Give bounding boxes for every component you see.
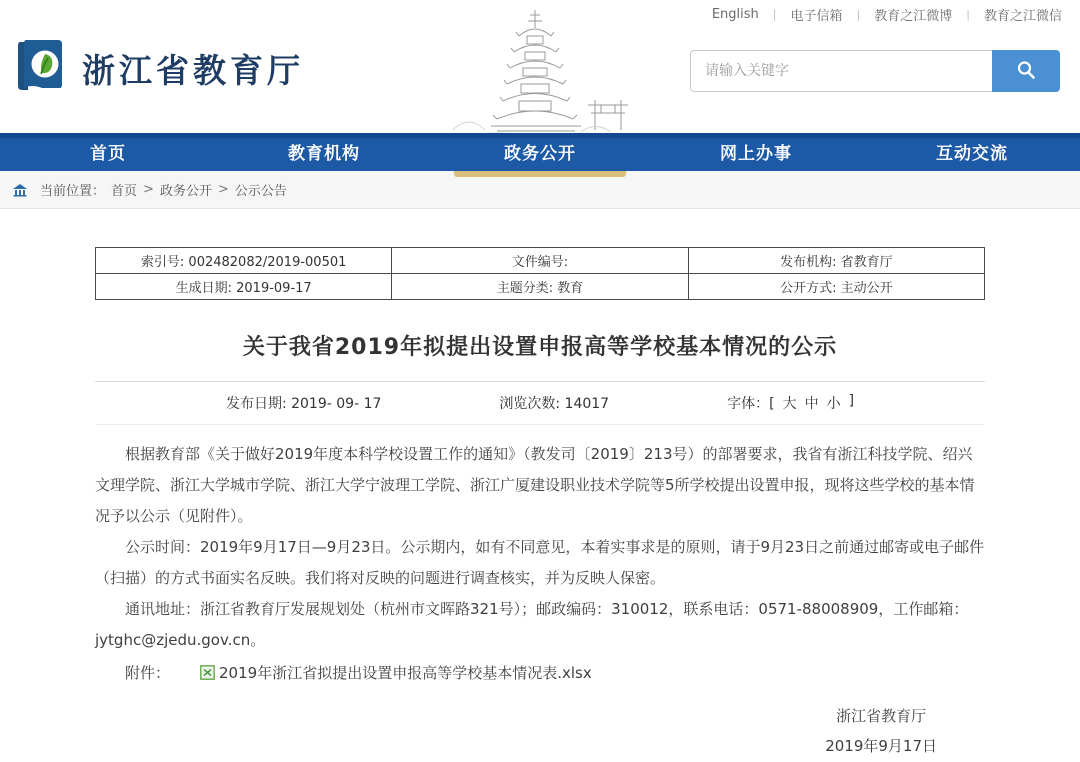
- doc-info-index-no: 索引号: 002482082/2019-00501: [96, 248, 392, 274]
- paragraph-contact-info: 通讯地址：浙江省教育厅发展规划处（杭州市文晖路321号）；邮政编码：310012，联系电话：0571-88008909，工作邮箱：jytghc@zjedu.gov.cn。: [95, 600, 969, 649]
- signature-org: 浙江省教育厅: [836, 707, 927, 725]
- search-icon: [1015, 59, 1037, 84]
- nav-item-online-services[interactable]: 网上办事: [720, 144, 792, 164]
- nav-item-gov-disclosure[interactable]: 政务公开: [432, 138, 648, 171]
- article-meta: [95, 382, 985, 424]
- signature-block: [95, 701, 985, 762]
- doc-info-disclosure-mode: 公开方式: 主动公开: [688, 274, 984, 300]
- breadcrumb-separator: >: [143, 182, 154, 197]
- meta-publish-date: 发布日期: 2019- 09- 17: [225, 396, 382, 412]
- topbar-link-weibo[interactable]: 教育之江微博: [874, 8, 953, 24]
- breadcrumb-prefix: 当前位置：: [40, 184, 106, 199]
- signature-inner: [825, 701, 937, 761]
- search-input[interactable]: [690, 50, 992, 92]
- font-size-large[interactable]: 大: [782, 396, 797, 412]
- site-name: 浙江省教育厅: [82, 50, 304, 90]
- doc-info-create-date: 生成日期: 2019-09-17: [96, 274, 392, 300]
- paragraph-notice-basis: 根据教育部《关于做好2019年度本科学校设置工作的通知》（教发司〔2019〕213号）的部署要求，我省有浙江科技学院、绍兴文理学院、浙江大学城市学院、浙江大学宁波理工学院、浙江广厦建设职业技术学院等5所学校提出设置申报，现将这些学校的基本情况予以公示（见附件）。: [95, 445, 975, 525]
- topbar-link-english[interactable]: English: [711, 6, 759, 22]
- attachment-row: [95, 658, 985, 691]
- nav-item-interaction[interactable]: 互动交流: [936, 144, 1008, 164]
- font-size-control: [727, 393, 854, 413]
- search-box: [690, 50, 1060, 92]
- divider: |: [772, 7, 777, 21]
- article-content: [95, 209, 985, 762]
- breadcrumb-home[interactable]: 首页: [111, 184, 138, 199]
- divider: [95, 424, 985, 425]
- excel-file-icon: [170, 660, 215, 691]
- font-size-medium[interactable]: 中: [804, 396, 819, 412]
- topbar-link-wechat[interactable]: 教育之江微信: [983, 8, 1062, 24]
- main-nav: [0, 133, 1080, 171]
- header: [0, 28, 1080, 133]
- breadcrumb-separator: >: [217, 182, 229, 197]
- attachment-link[interactable]: 2019年浙江省拟提出设置申报高等学校基本情况表.xlsx: [219, 664, 592, 682]
- breadcrumb-gov-disclosure[interactable]: 政务公开: [159, 184, 212, 199]
- breadcrumb-announcements[interactable]: 公示公告: [234, 184, 287, 199]
- paragraph-publicity-period: 公示时间：2019年9月17日—9月23日。公示期内，如有不同意见，本着实事求是的原则，请于9月23日之前通过邮寄或电子邮件（扫描）的方式书面实名反映。我们将对反映的问题进行调查核实，并为反映人保密。: [95, 538, 985, 587]
- topbar-link-email[interactable]: 电子信箱: [790, 8, 843, 24]
- nav-item-institutions[interactable]: 教育机构: [288, 144, 360, 164]
- logo-book-leaf-icon: [12, 36, 68, 100]
- doc-info-table: [95, 247, 985, 300]
- doc-info-topic: 主题分类: 教育: [392, 274, 688, 300]
- attachment-label: 附件：: [125, 664, 171, 682]
- article-body: [95, 439, 985, 762]
- page-title: 关于我省2019年拟提出设置申报高等学校基本情况的公示: [242, 335, 838, 360]
- font-control-prefix: 字体：[: [727, 396, 775, 412]
- font-size-small[interactable]: 小: [826, 396, 841, 412]
- table-row: [96, 274, 985, 300]
- table-row: [96, 248, 985, 274]
- topbar-links: [712, 5, 1062, 24]
- font-control-suffix: ]: [848, 393, 855, 409]
- doc-info-issuer: 发布机构: 省教育厅: [688, 248, 984, 274]
- site-logo[interactable]: [12, 36, 304, 100]
- search-button[interactable]: [992, 50, 1060, 92]
- doc-info-file-no: 文件编号:: [392, 248, 688, 274]
- signature-date: 2019年9月17日: [825, 737, 937, 755]
- divider: |: [856, 7, 861, 21]
- meta-view-count: 浏览次数: 14017: [499, 396, 610, 412]
- home-icon: [12, 183, 28, 197]
- divider: |: [966, 7, 970, 21]
- nav-item-home[interactable]: 首页: [90, 144, 126, 164]
